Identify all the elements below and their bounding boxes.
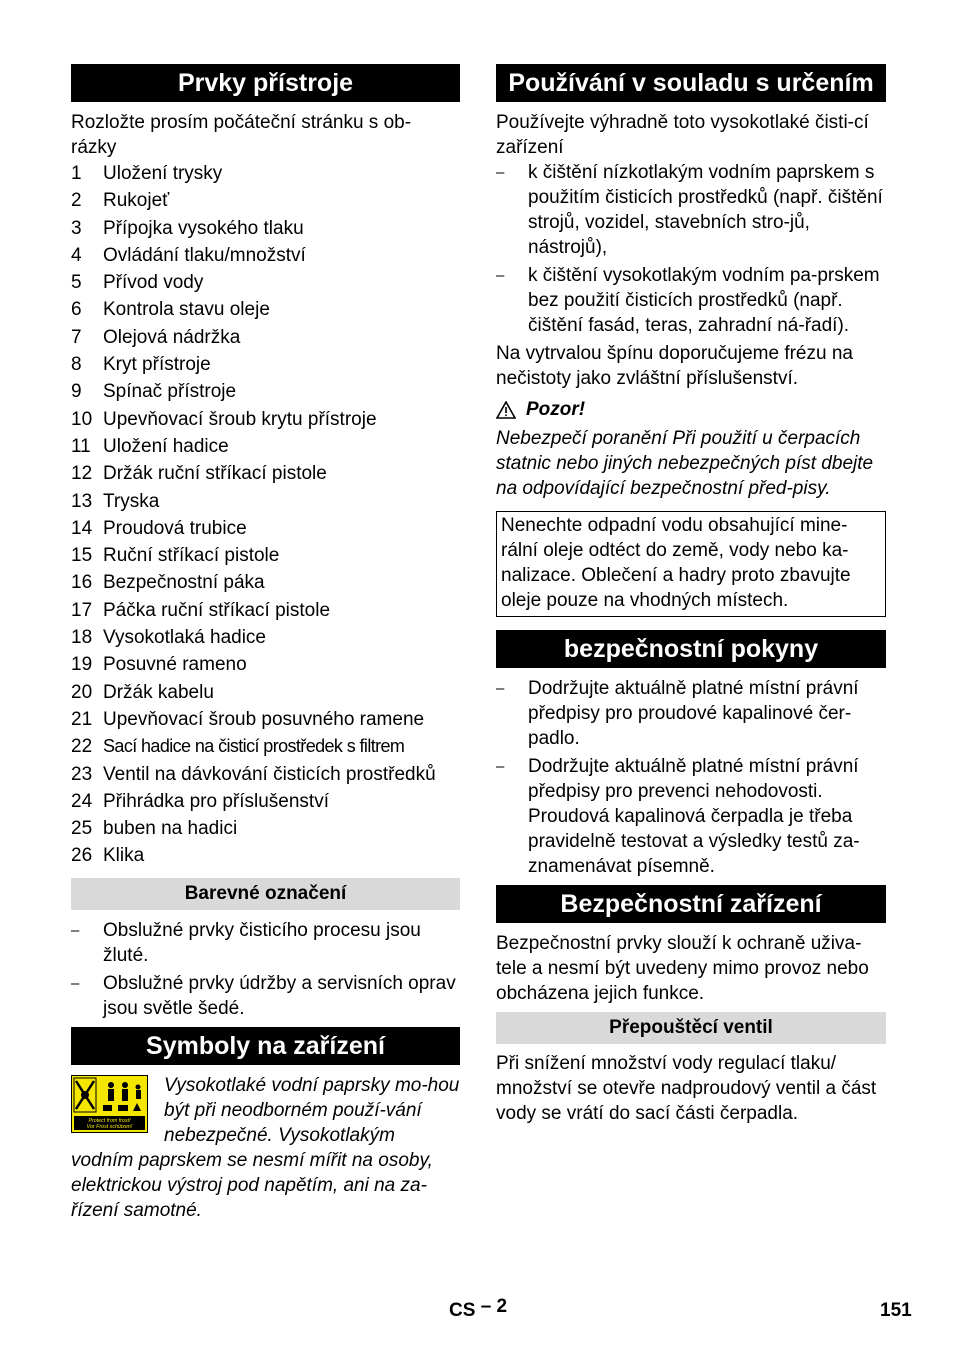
parts-list-item [71,679,460,706]
item-number: 18 [71,627,93,649]
item-label: Tryska [103,490,160,512]
item-label: Upevňovací šroub krytu přístroje [103,408,377,430]
item-label: buben na hadici [103,818,238,840]
parts-list-item [71,651,460,678]
section-heading-pokyny: bezpečnostní pokyny [496,630,886,668]
item-number: 1 [71,163,82,184]
item-number: 3 [71,217,82,239]
item-label: Páčka ruční stříkací pistole [103,599,331,621]
section-heading-zarizeni: Bezpečnostní zařízení [496,885,886,923]
parts-list-item [71,706,460,733]
item-number: 9 [71,381,82,403]
item-number: 2 [71,190,82,212]
parts-list-item [71,378,460,405]
warning-symbol-icon [71,1075,148,1133]
item-number: 13 [71,490,93,512]
item-number: 16 [71,572,93,594]
symbol-label-1: Protect from frost! [88,1117,131,1124]
item-number: 7 [71,326,82,348]
item-number: 22 [71,736,93,758]
item-number: 4 [71,244,82,266]
item-label: Rukojeť [103,190,170,212]
symbol-paragraph [71,1073,460,1223]
parts-list-item [71,788,460,815]
pouziti-intro: Používejte výhradně toto vysokotlaké čisti-cí zařízení [496,112,869,158]
parts-list-item [71,324,460,351]
item-number: 25 [71,818,93,840]
item-label: Spínač přístroje [103,381,237,403]
item-number: 11 [71,435,91,457]
page-number: 151 [880,1300,912,1321]
item-number: 10 [71,408,93,430]
item-label: Uložení trysky [103,163,223,184]
right-column [496,64,886,1126]
item-number: 6 [71,299,82,321]
parts-list-item [71,460,460,487]
parts-list [71,160,460,870]
subheading-ventil: Přepouštěcí ventil [496,1012,886,1044]
parts-list-item [71,515,460,542]
item-label: Vysokotlaká hadice [103,627,267,649]
item-label: Bezpečnostní páka [103,572,265,594]
item-number: 24 [71,790,93,812]
item-number: 8 [71,354,82,376]
item-label: Uložení hadice [103,435,229,457]
item-label: Olejová nádržka [103,326,241,348]
parts-list-item [71,160,460,187]
item-number: 14 [71,517,93,539]
section-heading-symboly: Symboly na zařízení [71,1027,460,1065]
parts-list-item [71,351,460,378]
left-column [71,64,460,1223]
parts-list-item [71,488,460,515]
parts-list-item [71,733,460,760]
item-label: Upevňovací šroub posuvného ramene [103,708,425,730]
parts-list-item [71,433,460,460]
parts-list-item [71,242,460,269]
item-number: 17 [71,599,93,621]
item-label: Ventil na dávkování čisticích prostředků [103,763,436,785]
item-label: Sací hadice na čisticí prostředek s filtrem [103,736,405,757]
list-item: – Dodržujte aktuálně platné místní právní předpisy pro proudové kapalinové čer-padlo. [496,678,859,749]
footer-language: CS – 2 [449,1296,508,1321]
parts-list-item [71,542,460,569]
item-label: Klika [103,845,145,867]
parts-list-item [71,624,460,651]
item-number: 23 [71,763,93,785]
item-label: Ruční stříkací pistole [103,545,280,567]
parts-list-item [71,406,460,433]
section-heading-prvky: Prvky přístroje [71,64,460,102]
list-item: – Dodržujte aktuálně platné místní právní předpisy pro prevenci nehodovosti. Proudová kapalinová čerpadla je třeba pravidelně testovat a výsledky testů za-znamenávat písemně. [496,756,860,877]
pouziti-list [496,160,886,338]
parts-list-item [71,761,460,788]
parts-list-item [71,187,460,214]
warning-triangle-icon [496,401,516,419]
item-number: 26 [71,845,93,867]
parts-list-item [71,215,460,242]
symbol-label-2: Vor Frost schützen! [86,1123,133,1130]
subheading-barevne: Barevné označení [71,878,460,910]
item-label: Držák ruční stříkací pistole [103,463,327,485]
list-item: – k čištění vysokotlakým vodním pa-prskem bez použití čisticích prostředků (např. čištění fasád, teras, zahradní ná-řadí). [496,265,880,336]
item-label: Přívod vody [103,272,204,294]
list-item: – Obslužné prvky čisticího procesu jsou žluté. [71,919,421,966]
parts-list-item [71,296,460,323]
zarizeni-text: Bezpečnostní prvky slouží k ochraně uživa-tele a nesmí být uvedeny mimo provoz nebo obcházena jejich funkce. [496,933,869,1004]
ventil-text: Při snížení množství vody regulací tlaku/ množství se otevře nadproudový ventil a část vody se vrátí do sací části čerpadla. [496,1053,877,1124]
environment-box: Nenechte odpadní vodu obsahující mine-rální oleje odtéct do země, vody nebo ka-nalizace. Oblečení a hadry proto zbavujte oleje pouze na vhodných místech. [496,511,886,617]
item-label: Ovládání tlaku/množství [103,244,306,266]
pouziti-note: Na vytrvalou špínu doporučujeme frézu na nečistoty jako zvláštní příslušenství. [496,343,853,389]
parts-list-item [71,842,460,869]
item-number: 15 [71,545,93,567]
warning-text: Nebezpečí poranění Při použití u čerpacích statnic nebo jiných nebezpečných píst dbejte na odpovídající bezpečnostní před-pisy. [496,428,874,499]
intro-text: Rozložte prosím počáteční stránku s ob- rázky [71,112,412,158]
section-heading-pouziti: Používání v souladu s určením [496,64,886,102]
item-label: Proudová trubice [103,517,247,539]
color-list [71,918,460,1021]
item-label: Posuvné rameno [103,654,247,676]
list-item: – Obslužné prvky údržby a servisních oprav jsou světle šedé. [71,972,456,1019]
parts-list-item [71,269,460,296]
item-label: Přihrádka pro příslušenství [103,790,329,812]
pokyny-list [496,676,886,879]
symbol-text: Vysokotlaké vodní paprsky mo-hou být při neodborném použí-vání nebezpečné. Vysokotlakým vodním paprskem se nesmí mířit na osoby, elektrickou výstroj pod napětím, ani na za-řízení samotné. [71,1074,460,1221]
parts-list-item [71,569,460,596]
item-number: 19 [71,654,93,676]
item-label: Držák kabelu [103,681,214,703]
parts-list-item [71,815,460,842]
item-number: 21 [71,708,93,730]
item-label: Kontrola stavu oleje [103,299,270,321]
item-number: 12 [71,463,93,485]
item-label: Přípojka vysokého tlaku [103,217,304,239]
item-number: 20 [71,681,93,703]
item-number: 5 [71,272,82,294]
item-label: Kryt přístroje [103,354,211,376]
list-item: – k čištění nízkotlakým vodním paprskem s použitím čisticích prostředků (např. čištění strojů, vozidel, stavebních stro-jů, nástrojů), [496,162,883,258]
parts-list-item [71,597,460,624]
warning-label: Pozor! [496,397,886,422]
